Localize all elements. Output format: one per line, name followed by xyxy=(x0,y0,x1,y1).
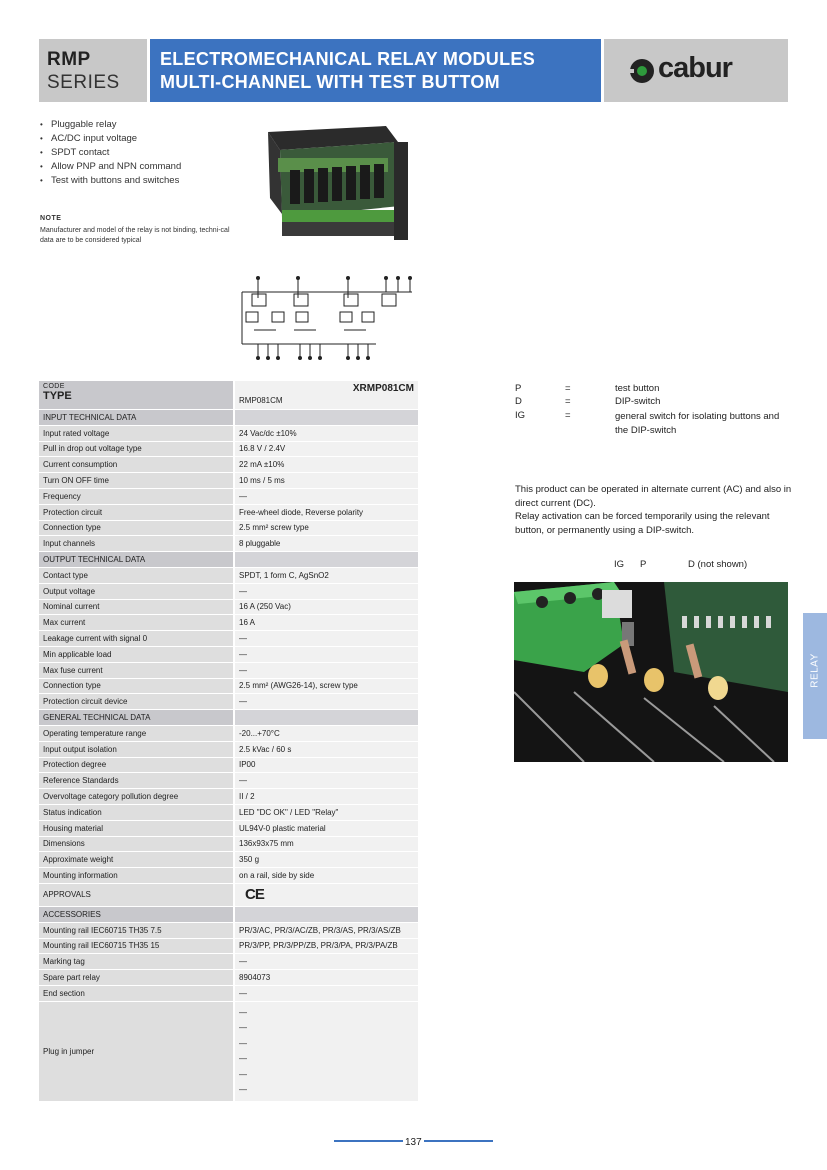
feature-item: • Allow PNP and NPN command xyxy=(40,160,181,174)
spec-label: Protection circuit xyxy=(39,504,234,520)
spec-label: Reference Standards xyxy=(39,773,234,789)
spec-label: Current consumption xyxy=(39,457,234,473)
table-row xyxy=(39,804,418,820)
spec-label: Turn ON OFF time xyxy=(39,473,234,489)
section-heading: INPUT TECHNICAL DATA xyxy=(39,410,234,426)
table-row xyxy=(39,615,418,631)
feature-item: • AC/DC input voltage xyxy=(40,132,181,146)
spec-value: 16.8 V / 2.4V xyxy=(234,441,418,457)
type-label: TYPE xyxy=(43,390,72,402)
spec-label: Overvoltage category pollution degree xyxy=(39,789,234,805)
section-tab-relay[interactable] xyxy=(803,613,827,739)
spec-value: — xyxy=(234,954,418,970)
spec-label: Leakage current with signal 0 xyxy=(39,631,234,647)
table-row xyxy=(39,789,418,805)
table-section-row xyxy=(39,410,418,426)
spec-value: 16 A xyxy=(234,615,418,631)
table-row xyxy=(39,599,418,615)
section-heading: ACCESSORIES xyxy=(39,906,234,922)
table-row xyxy=(39,567,418,583)
spec-label: Pull in drop out voltage type xyxy=(39,441,234,457)
table-row xyxy=(39,852,418,868)
description-paragraph: This product can be operated in alternate current (AC) and also in direct current (DC). xyxy=(515,484,792,509)
table-row xyxy=(39,694,418,710)
spec-label: Housing material xyxy=(39,820,234,836)
spec-label: Plug in jumper xyxy=(39,1001,234,1101)
jumper-value: — xyxy=(239,1007,247,1017)
spec-value: — xyxy=(234,694,418,710)
title-line-2: MULTI-CHANNEL WITH TEST BUTTOM xyxy=(160,72,500,92)
table-row xyxy=(39,662,418,678)
spec-label: Max current xyxy=(39,615,234,631)
spec-label: Mounting rail IEC60715 TH35 7.5 xyxy=(39,922,234,938)
spec-value: — xyxy=(234,985,418,1001)
spec-label: Frequency xyxy=(39,488,234,504)
table-row xyxy=(39,820,418,836)
spec-label: End section xyxy=(39,985,234,1001)
table-row xyxy=(39,425,418,441)
legend-eq: = xyxy=(565,383,571,394)
spec-value xyxy=(234,410,418,426)
description xyxy=(515,483,795,537)
circuit-schematic xyxy=(236,270,416,366)
legend-key: IG xyxy=(515,410,526,421)
table-row xyxy=(39,678,418,694)
feature-item: • Test with buttons and switches xyxy=(40,174,181,188)
spec-label: Protection degree xyxy=(39,757,234,773)
jumper-value: — xyxy=(239,1069,247,1079)
spec-label: Input output isolation xyxy=(39,741,234,757)
feature-item: • Pluggable relay xyxy=(40,118,181,132)
jumper-value: — xyxy=(239,1054,247,1064)
title-line-1: ELECTROMECHANICAL RELAY MODULES xyxy=(160,49,535,69)
spec-label: Protection circuit device xyxy=(39,694,234,710)
table-row xyxy=(39,473,418,489)
spec-label: Output voltage xyxy=(39,583,234,599)
jumper-value: — xyxy=(239,1038,247,1048)
legend-key: D xyxy=(515,396,522,407)
title-box xyxy=(150,39,601,102)
table-section-row xyxy=(39,906,418,922)
series-label: SERIES xyxy=(47,72,120,93)
table-row xyxy=(39,631,418,647)
spec-value: 8904073 xyxy=(234,970,418,986)
spec-value: PR/3/PP, PR/3/PP/ZB, PR/3/PA, PR/3/PA/ZB xyxy=(234,938,418,954)
table-row xyxy=(39,883,418,906)
table-row-jumper xyxy=(39,1001,418,1101)
table-row xyxy=(39,970,418,986)
photo-label-ig: IG xyxy=(614,559,625,570)
ce-mark-icon: CE xyxy=(245,886,264,904)
table-row xyxy=(39,954,418,970)
spec-label: Input rated voltage xyxy=(39,425,234,441)
table-row xyxy=(39,646,418,662)
spec-value: 136x93x75 mm xyxy=(234,836,418,852)
page-number: 137 xyxy=(405,1137,422,1148)
table-row xyxy=(39,922,418,938)
spec-label: Approximate weight xyxy=(39,852,234,868)
table-row xyxy=(39,757,418,773)
spec-label: Connection type xyxy=(39,520,234,536)
section-heading: GENERAL TECHNICAL DATA xyxy=(39,710,234,726)
brand-logo xyxy=(604,39,788,102)
series-box xyxy=(39,39,147,102)
legend-eq: = xyxy=(565,410,571,421)
spec-value: II / 2 xyxy=(234,789,418,805)
brand-name: cabur xyxy=(658,52,732,84)
jumper-value: — xyxy=(239,1023,247,1033)
table-row xyxy=(39,583,418,599)
feature-list xyxy=(40,118,181,188)
spec-value: — xyxy=(234,583,418,599)
table-row xyxy=(39,868,418,884)
legend-text: test button xyxy=(615,383,660,394)
spec-value: — xyxy=(234,646,418,662)
legend-text: DIP-switch xyxy=(615,396,661,407)
jumper-value: — xyxy=(239,1085,247,1095)
table-section-row xyxy=(39,552,418,568)
spec-label: Status indication xyxy=(39,804,234,820)
spec-label: Connection type xyxy=(39,678,234,694)
spec-value: 350 g xyxy=(234,852,418,868)
spec-value: 24 Vac/dc ±10% xyxy=(234,425,418,441)
code-label: CODE xyxy=(43,383,65,390)
spec-value: — xyxy=(234,488,418,504)
table-row xyxy=(39,457,418,473)
table-row xyxy=(39,985,418,1001)
table-header-row xyxy=(39,381,418,410)
spec-label: Operating temperature range xyxy=(39,725,234,741)
table-row xyxy=(39,536,418,552)
photo-label-p: P xyxy=(640,559,647,570)
spec-table xyxy=(39,381,418,1102)
spec-value xyxy=(234,906,418,922)
spec-value: UL94V-0 plastic material xyxy=(234,820,418,836)
spec-value: — xyxy=(234,662,418,678)
spec-value xyxy=(234,552,418,568)
spec-value: — xyxy=(234,773,418,789)
table-row xyxy=(39,488,418,504)
legend-key: P xyxy=(515,383,522,394)
spec-label: APPROVALS xyxy=(39,883,234,906)
spec-label: Marking tag xyxy=(39,954,234,970)
table-section-row xyxy=(39,710,418,726)
section-tab-label: RELAY xyxy=(809,653,821,688)
spec-value: — xyxy=(234,631,418,647)
spec-value xyxy=(234,710,418,726)
spec-value: 2.5 kVac / 60 s xyxy=(234,741,418,757)
spec-value: on a rail, side by side xyxy=(234,868,418,884)
spec-label: Input channels xyxy=(39,536,234,552)
spec-value: 2.5 mm² screw type xyxy=(234,520,418,536)
series-code: RMP xyxy=(47,49,91,70)
spec-label: Dimensions xyxy=(39,836,234,852)
type-value: RMP081CM xyxy=(239,396,283,405)
spec-value: 16 A (250 Vac) xyxy=(234,599,418,615)
product-photo xyxy=(258,122,414,246)
spec-value: IP00 xyxy=(234,757,418,773)
table-row xyxy=(39,520,418,536)
spec-label: Nominal current xyxy=(39,599,234,615)
legend-eq: = xyxy=(565,396,571,407)
table-row xyxy=(39,441,418,457)
table-row xyxy=(39,938,418,954)
spec-value: 2.5 mm² (AWG26-14), screw type xyxy=(234,678,418,694)
section-heading: OUTPUT TECHNICAL DATA xyxy=(39,552,234,568)
spec-label: Min applicable load xyxy=(39,646,234,662)
spec-label: Mounting information xyxy=(39,868,234,884)
spec-value: PR/3/AC, PR/3/AC/ZB, PR/3/AS, PR/3/AS/ZB xyxy=(234,922,418,938)
legend-text: general switch for isolating buttons and the DIP-switch xyxy=(615,411,780,436)
spec-label: Spare part relay xyxy=(39,970,234,986)
spec-label: Contact type xyxy=(39,567,234,583)
detail-photo xyxy=(514,582,788,762)
table-row xyxy=(39,836,418,852)
brand-mark-icon xyxy=(628,57,656,85)
code-value: XRMP081CM xyxy=(352,383,414,394)
table-row xyxy=(39,725,418,741)
note-title: NOTE xyxy=(40,215,62,222)
spec-label: Max fuse current xyxy=(39,662,234,678)
table-row xyxy=(39,773,418,789)
spec-value: LED "DC OK" / LED "Relay" xyxy=(234,804,418,820)
spec-value: -20...+70°C xyxy=(234,725,418,741)
spec-value: SPDT, 1 form C, AgSnO2 xyxy=(234,567,418,583)
spec-value: 10 ms / 5 ms xyxy=(234,473,418,489)
note-text: Manufacturer and model of the relay is not binding, techni-cal data are to be considered typical xyxy=(40,227,230,244)
spec-label: Mounting rail IEC60715 TH35 15 xyxy=(39,938,234,954)
table-row xyxy=(39,504,418,520)
spec-value: 8 pluggable xyxy=(234,536,418,552)
feature-item: • SPDT contact xyxy=(40,146,181,160)
description-paragraph: Relay activation can be forced temporarily using the relevant button, or permanently using a DIP-switch. xyxy=(515,511,770,536)
spec-value: Free-wheel diode, Reverse polarity xyxy=(234,504,418,520)
table-row xyxy=(39,741,418,757)
spec-value: 22 mA ±10% xyxy=(234,457,418,473)
photo-label-d: D (not shown) xyxy=(688,559,748,570)
